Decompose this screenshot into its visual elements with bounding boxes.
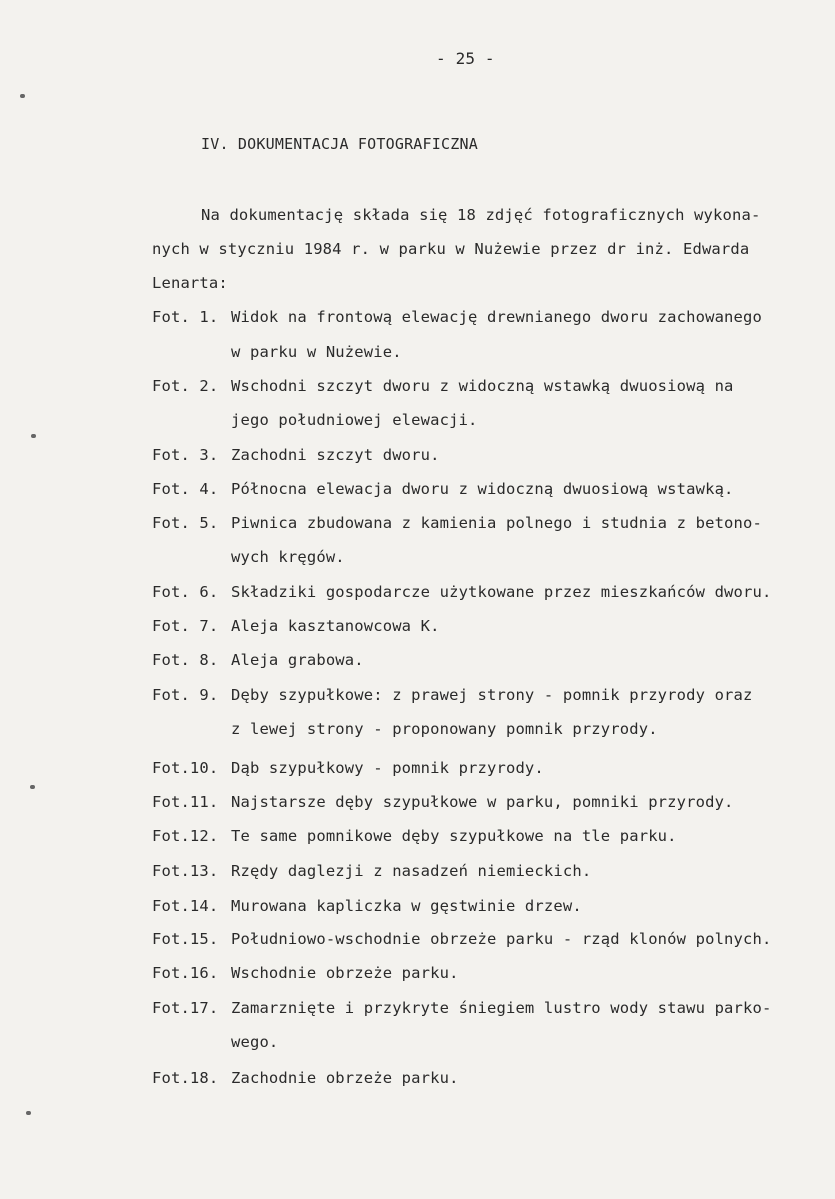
photo-label: Fot.17.: [152, 999, 219, 1017]
photo-caption-line: Te same pomnikowe dęby szypułkowe na tle parku.: [231, 827, 677, 845]
photo-label: Fot.11.: [152, 793, 219, 811]
photo-caption-line: Murowana kapliczka w gęstwinie drzew.: [231, 897, 582, 915]
scan-mark: [31, 434, 36, 438]
photo-caption-line: wego.: [231, 1033, 279, 1051]
scan-mark: [30, 785, 35, 789]
photo-caption-line: Wschodnie obrzeże parku.: [231, 964, 459, 982]
photo-caption-line: Rzędy daglezji z nasadzeń niemieckich.: [231, 862, 592, 880]
photo-caption-line: w parku w Nużewie.: [231, 343, 402, 361]
photo-caption-line: Dąb szypułkowy - pomnik przyrody.: [231, 759, 544, 777]
photo-caption-line: z lewej strony - proponowany pomnik przyrody.: [231, 720, 658, 738]
scan-mark: [20, 94, 25, 98]
photo-label: Fot.13.: [152, 862, 219, 880]
photo-label: Fot. 6.: [152, 583, 219, 601]
photo-label: Fot. 5.: [152, 514, 219, 532]
photo-label: Fot. 9.: [152, 686, 219, 704]
photo-caption-line: Aleja grabowa.: [231, 651, 364, 669]
intro-line: Na dokumentację składa się 18 zdjęć fotograficznych wykona-: [201, 206, 761, 224]
photo-caption-line: Aleja kasztanowcowa K.: [231, 617, 440, 635]
photo-caption-line: Piwnica zbudowana z kamienia polnego i studnia z betono-: [231, 514, 762, 532]
photo-label: Fot. 3.: [152, 446, 219, 464]
photo-caption-line: Zamarznięte i przykryte śniegiem lustro wody stawu parko-: [231, 999, 772, 1017]
photo-caption-line: Zachodnie obrzeże parku.: [231, 1069, 459, 1087]
photo-caption-line: Wschodni szczyt dworu z widoczną wstawką dwuosiową na: [231, 377, 734, 395]
photo-caption-line: jego południowej elewacji.: [231, 411, 478, 429]
photo-label: Fot. 4.: [152, 480, 219, 498]
photo-label: Fot. 7.: [152, 617, 219, 635]
photo-label: Fot. 1.: [152, 308, 219, 326]
photo-caption-line: Składziki gospodarcze użytkowane przez mieszkańców dworu.: [231, 583, 772, 601]
photo-caption-line: Zachodni szczyt dworu.: [231, 446, 440, 464]
photo-caption-line: wych kręgów.: [231, 548, 345, 566]
scan-mark: [26, 1111, 31, 1115]
photo-caption-line: Południowo-wschodnie obrzeże parku - rząd klonów polnych.: [231, 930, 772, 948]
intro-line: nych w styczniu 1984 r. w parku w Nużewie przez dr inż. Edwarda: [152, 240, 750, 258]
page-number: - 25 -: [436, 49, 495, 68]
photo-caption-line: Północna elewacja dworu z widoczną dwuosiową wstawką.: [231, 480, 734, 498]
photo-caption-line: Dęby szypułkowe: z prawej strony - pomnik przyrody oraz: [231, 686, 753, 704]
intro-line: Lenarta:: [152, 274, 228, 292]
photo-label: Fot.15.: [152, 930, 219, 948]
photo-label: Fot.18.: [152, 1069, 219, 1087]
photo-caption-line: Widok na frontową elewację drewnianego dworu zachowanego: [231, 308, 762, 326]
photo-label: Fot.16.: [152, 964, 219, 982]
photo-label: Fot.14.: [152, 897, 219, 915]
photo-label: Fot.12.: [152, 827, 219, 845]
photo-label: Fot.10.: [152, 759, 219, 777]
photo-label: Fot. 2.: [152, 377, 219, 395]
photo-label: Fot. 8.: [152, 651, 219, 669]
photo-caption-line: Najstarsze dęby szypułkowe w parku, pomniki przyrody.: [231, 793, 734, 811]
section-heading: IV. DOKUMENTACJA FOTOGRAFICZNA: [201, 135, 478, 153]
